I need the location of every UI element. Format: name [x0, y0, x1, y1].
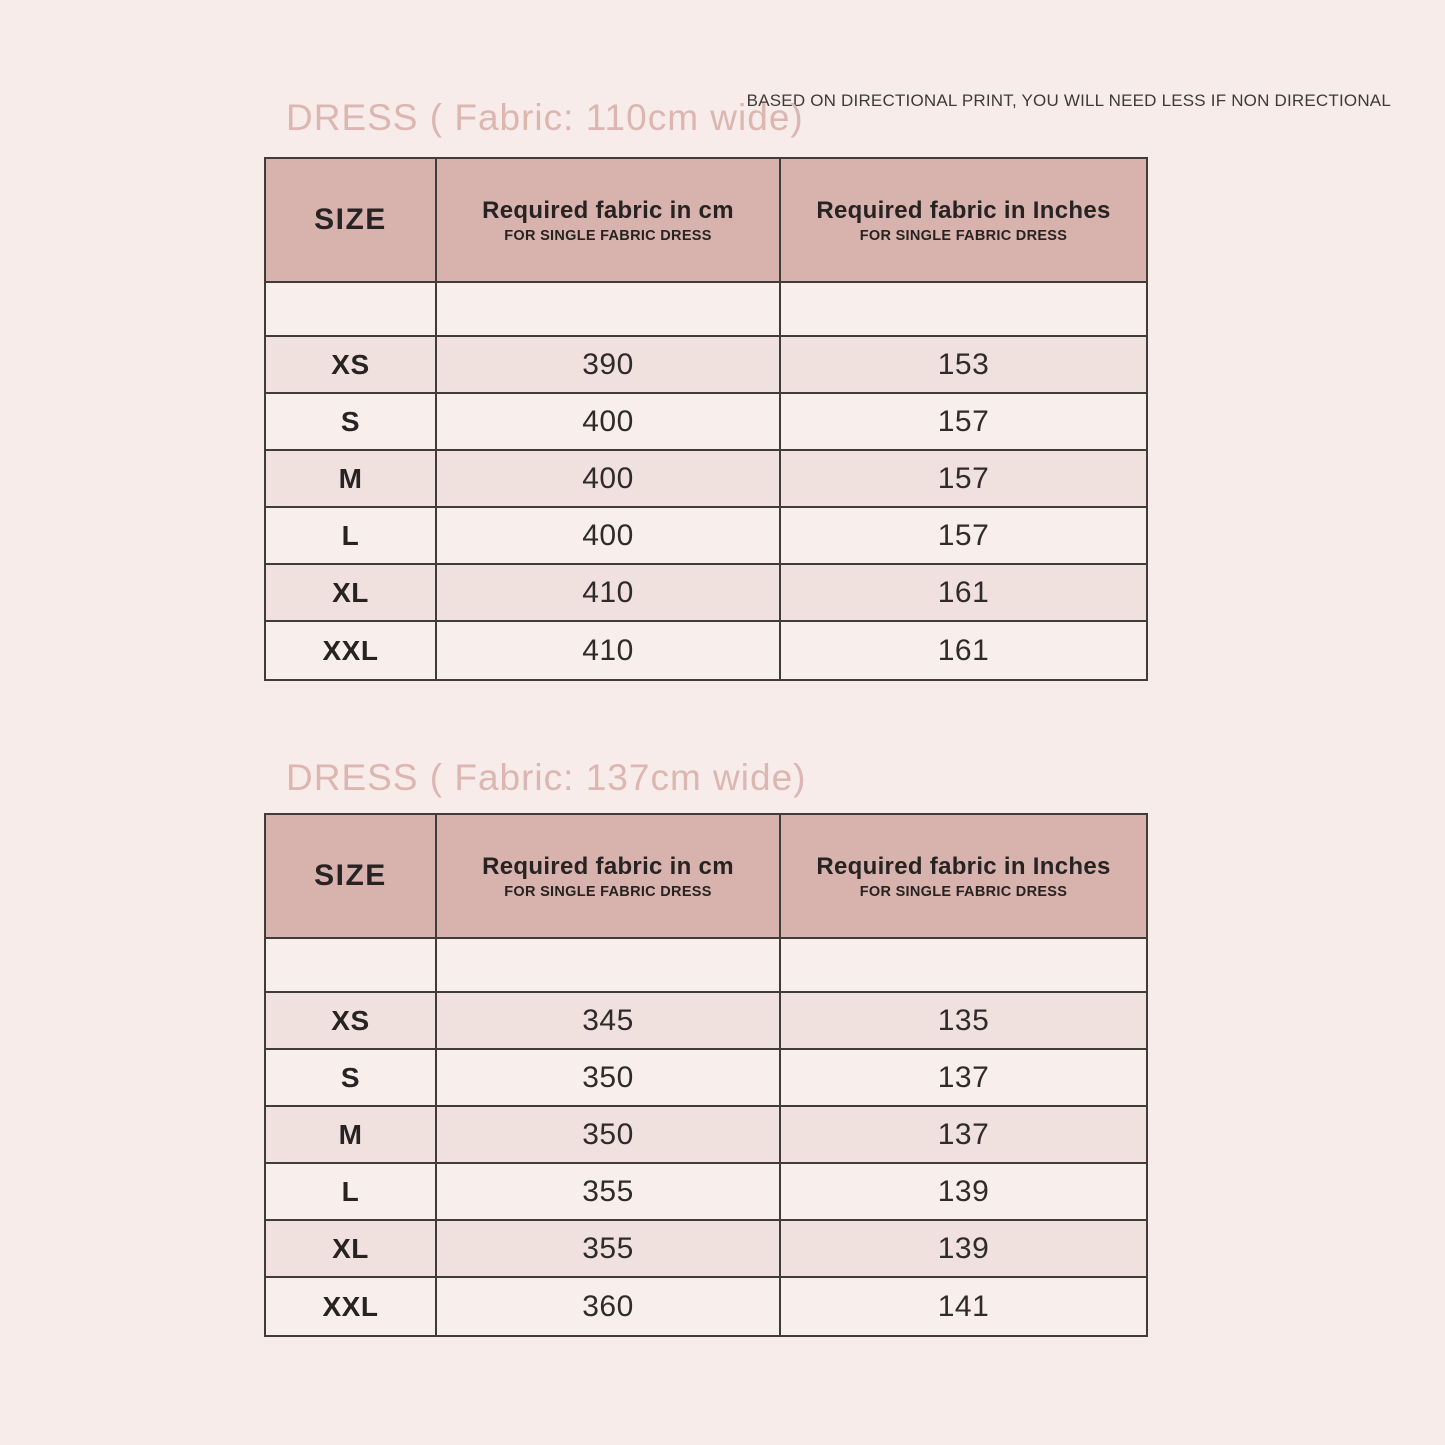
- cm-value-cell: 355: [435, 1164, 779, 1219]
- inches-value-cell: 161: [779, 565, 1146, 620]
- empty-cell: [435, 939, 779, 991]
- table-row-xxl: [266, 622, 1146, 679]
- header-row: [266, 815, 1146, 939]
- column-header-inches: [779, 159, 1146, 281]
- column-header-size: [266, 815, 435, 937]
- cm-value-cell: 350: [435, 1107, 779, 1162]
- empty-cell: [435, 283, 779, 335]
- directional-print-note: BASED ON DIRECTIONAL PRINT, YOU WILL NEED LESS IF NON DIRECTIONAL: [746, 91, 1391, 110]
- table-row-xl: [266, 1221, 1146, 1278]
- inches-value-cell: 137: [779, 1107, 1146, 1162]
- size-cell: M: [338, 1118, 363, 1150]
- column-header-size: [266, 159, 435, 281]
- fabric-table-110cm: [264, 157, 1148, 681]
- cm-header-label: Required fabric in cm: [482, 852, 734, 880]
- table-row-xxl: [266, 1278, 1146, 1335]
- cm-value-cell: 355: [435, 1221, 779, 1276]
- inches-value-cell: 153: [779, 337, 1146, 392]
- size-cell: XXL: [322, 1290, 379, 1322]
- table-row-s: [266, 394, 1146, 451]
- inches-value-cell: 139: [779, 1164, 1146, 1219]
- header-row: [266, 159, 1146, 283]
- empty-cell: [779, 939, 1146, 991]
- inches-value-cell: 157: [779, 394, 1146, 449]
- cm-value-cell: 390: [435, 337, 779, 392]
- size-cell: L: [341, 1175, 360, 1207]
- cm-header-label: Required fabric in cm: [482, 196, 734, 224]
- inches-header-label: Required fabric in Inches: [816, 852, 1111, 880]
- table-title-137cm: DRESS ( Fabric: 137cm wide): [286, 757, 807, 798]
- table-row-m: [266, 451, 1146, 508]
- table-row-l: [266, 1164, 1146, 1221]
- column-header-inches: [779, 815, 1146, 937]
- empty-cell: [266, 939, 435, 991]
- cm-value-cell: 410: [435, 565, 779, 620]
- size-cell: XXL: [322, 634, 379, 666]
- inches-value-cell: 141: [779, 1278, 1146, 1335]
- cm-header-subtitle: FOR SINGLE FABRIC DRESS: [504, 883, 712, 900]
- column-header-cm: [435, 159, 779, 281]
- size-cell: XS: [331, 348, 370, 380]
- spacer-row: [266, 939, 1146, 993]
- table-row-l: [266, 508, 1146, 565]
- inches-header-label: Required fabric in Inches: [816, 196, 1111, 224]
- inches-value-cell: 161: [779, 622, 1146, 679]
- size-cell: XL: [332, 1232, 369, 1264]
- inches-value-cell: 135: [779, 993, 1146, 1048]
- cm-value-cell: 350: [435, 1050, 779, 1105]
- cm-value-cell: 400: [435, 451, 779, 506]
- size-header-label: SIZE: [314, 859, 387, 892]
- table-row-xs: [266, 993, 1146, 1050]
- cm-value-cell: 410: [435, 622, 779, 679]
- table-row-s: [266, 1050, 1146, 1107]
- cm-value-cell: 360: [435, 1278, 779, 1335]
- empty-cell: [266, 283, 435, 335]
- inches-header-subtitle: FOR SINGLE FABRIC DRESS: [859, 227, 1068, 244]
- fabric-table-137cm: [264, 813, 1148, 1337]
- size-header-label: SIZE: [314, 203, 387, 236]
- size-cell: XL: [332, 576, 369, 608]
- cm-value-cell: 345: [435, 993, 779, 1048]
- empty-cell: [779, 283, 1146, 335]
- cm-value-cell: 400: [435, 508, 779, 563]
- inches-value-cell: 157: [779, 451, 1146, 506]
- cm-value-cell: 400: [435, 394, 779, 449]
- size-cell: M: [338, 462, 363, 494]
- table-row-xl: [266, 565, 1146, 622]
- size-cell: S: [340, 1061, 361, 1093]
- cm-header-subtitle: FOR SINGLE FABRIC DRESS: [504, 227, 712, 244]
- inches-value-cell: 139: [779, 1221, 1146, 1276]
- table-title-110cm: DRESS ( Fabric: 110cm wide): [286, 97, 804, 138]
- column-header-cm: [435, 815, 779, 937]
- table-row-m: [266, 1107, 1146, 1164]
- inches-value-cell: 157: [779, 508, 1146, 563]
- inches-value-cell: 137: [779, 1050, 1146, 1105]
- spacer-row: [266, 283, 1146, 337]
- size-cell: L: [341, 519, 360, 551]
- table-row-xs: [266, 337, 1146, 394]
- size-cell: XS: [331, 1004, 370, 1036]
- size-cell: S: [340, 405, 361, 437]
- inches-header-subtitle: FOR SINGLE FABRIC DRESS: [859, 883, 1068, 900]
